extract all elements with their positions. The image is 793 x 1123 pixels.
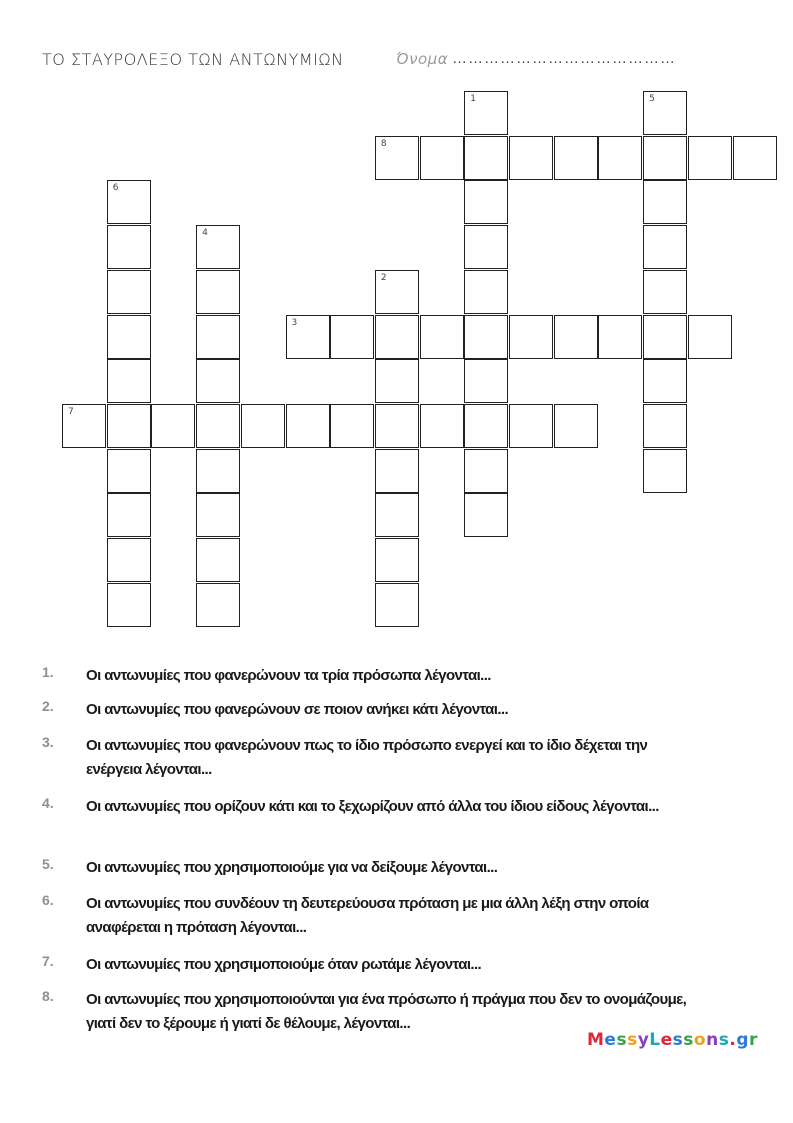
crossword-cell[interactable]: [375, 449, 419, 493]
crossword-cell[interactable]: [196, 449, 240, 493]
clue-number: 3.: [42, 734, 54, 750]
crossword-cell[interactable]: [643, 136, 687, 180]
crossword-cell[interactable]: [643, 270, 687, 314]
crossword-cell[interactable]: [464, 359, 508, 403]
clue-number-marker: 7: [68, 406, 74, 417]
crossword-cell[interactable]: [688, 136, 732, 180]
clue-text: Οι αντωνυμίες που χρησιμοποιούμε όταν ρωτάμε λέγονται...: [86, 956, 482, 973]
crossword-cell[interactable]: [464, 449, 508, 493]
crossword-cell[interactable]: [420, 136, 464, 180]
crossword-cell[interactable]: [464, 136, 508, 180]
crossword-cell[interactable]: [107, 538, 151, 582]
crossword-cell[interactable]: [196, 315, 240, 359]
clue-number: 2.: [42, 698, 54, 714]
crossword-cell[interactable]: [107, 315, 151, 359]
crossword-cell[interactable]: [464, 404, 508, 448]
crossword-cell[interactable]: [375, 270, 419, 314]
crossword-cell[interactable]: [643, 225, 687, 269]
clue-number: 6.: [42, 892, 54, 908]
crossword-cell[interactable]: [554, 404, 598, 448]
clue-text: Οι αντωνυμίες που ορίζουν κάτι και το ξεχωρίζουν από άλλα του ίδιου είδους λέγονται...: [86, 798, 659, 815]
crossword-cell[interactable]: [598, 136, 642, 180]
crossword-cell[interactable]: [688, 315, 732, 359]
crossword-cell[interactable]: [420, 404, 464, 448]
crossword-cell[interactable]: [241, 404, 285, 448]
crossword-cell[interactable]: [151, 404, 195, 448]
clue-text: Οι αντωνυμίες που φανερώνουν σε ποιον ανήκει κάτι λέγονται...: [86, 701, 509, 718]
clue-number: 8.: [42, 988, 54, 1004]
crossword-cell[interactable]: [464, 270, 508, 314]
crossword-cell[interactable]: [464, 91, 508, 135]
crossword-cell[interactable]: [375, 136, 419, 180]
crossword-cell[interactable]: [464, 493, 508, 537]
crossword-cell[interactable]: [643, 315, 687, 359]
crossword-cell[interactable]: [196, 404, 240, 448]
crossword-cell[interactable]: [196, 359, 240, 403]
messylessons-logo: MessyLessons.gr: [587, 1030, 758, 1050]
crossword-cell[interactable]: [554, 136, 598, 180]
crossword-cell[interactable]: [733, 136, 777, 180]
crossword-cell[interactable]: [375, 493, 419, 537]
crossword-cell[interactable]: [375, 359, 419, 403]
crossword-cell[interactable]: [286, 404, 330, 448]
clue-text: Οι αντωνυμίες που συνδέουν τη δευτερεύουσα πρόταση με μια άλλη λέξη στην οποία αναφέρεται η πρόταση λέγονται...: [86, 895, 649, 936]
clue-number: 4.: [42, 795, 54, 811]
clue-number: 5.: [42, 856, 54, 872]
crossword-cell[interactable]: [196, 538, 240, 582]
clue-text: Οι αντωνυμίες που φανερώνουν τα τρία πρόσωπα λέγονται...: [86, 667, 491, 684]
crossword-cell[interactable]: [286, 315, 330, 359]
clue-number: 7.: [42, 953, 54, 969]
crossword-cell[interactable]: [107, 404, 151, 448]
crossword-cell[interactable]: [554, 315, 598, 359]
crossword-cell[interactable]: [598, 315, 642, 359]
clue-text: Οι αντωνυμίες που φανερώνουν πως το ίδιο πρόσωπο ενεργεί και το ίδιο δέχεται την ενέργεια λέγονται...: [86, 737, 648, 778]
crossword-cell[interactable]: [420, 315, 464, 359]
clue-text: Οι αντωνυμίες που χρησιμοποιούνται για ένα πρόσωπο ή πράγμα που δεν το ονομάζουμε, γιατί δεν το ξέρουμε ή γιατί δε θέλουμε, λέγονται...: [86, 991, 687, 1032]
crossword-cell[interactable]: [196, 583, 240, 627]
name-blank: ……………………………………: [452, 50, 676, 67]
crossword-cell[interactable]: [643, 449, 687, 493]
name-label: Όνομα: [396, 50, 449, 68]
crossword-cell[interactable]: [107, 493, 151, 537]
crossword-cell[interactable]: [196, 225, 240, 269]
crossword-cell[interactable]: [107, 225, 151, 269]
crossword-cell[interactable]: [464, 180, 508, 224]
crossword-cell[interactable]: [509, 136, 553, 180]
crossword-cell[interactable]: [375, 315, 419, 359]
crossword-cell[interactable]: [375, 538, 419, 582]
clue-number-marker: 5: [649, 94, 655, 104]
crossword-cell[interactable]: [107, 449, 151, 493]
worksheet-title: ΤΟ ΣΤΑΥΡΟΛΕΞΟ ΤΩΝ ΑΝΤΩΝΥΜΙΩΝ: [42, 50, 344, 69]
crossword-cell[interactable]: [107, 359, 151, 403]
clue-number-marker: 4: [202, 228, 208, 239]
crossword-cell[interactable]: [643, 359, 687, 403]
crossword-cell[interactable]: [62, 404, 106, 448]
crossword-cell[interactable]: [375, 583, 419, 627]
crossword-cell[interactable]: [643, 404, 687, 448]
crossword-cell[interactable]: [330, 315, 374, 359]
crossword-cell[interactable]: [643, 91, 687, 135]
clue-number-marker: 2: [380, 272, 387, 283]
crossword-cell[interactable]: [509, 404, 553, 448]
crossword-cell[interactable]: [196, 270, 240, 314]
crossword-cell[interactable]: [509, 315, 553, 359]
crossword-cell[interactable]: [464, 315, 508, 359]
crossword-cell[interactable]: [464, 225, 508, 269]
crossword-cell[interactable]: [196, 493, 240, 537]
crossword-cell[interactable]: [375, 404, 419, 448]
crossword-cell[interactable]: [107, 583, 151, 627]
clue-text: Οι αντωνυμίες που χρησιμοποιούμε για να δείξουμε λέγονται...: [86, 859, 498, 876]
clue-number-marker: 6: [112, 183, 119, 194]
crossword-cell[interactable]: [330, 404, 374, 448]
crossword-cell[interactable]: [643, 180, 687, 224]
clue-number-marker: 8: [380, 138, 387, 149]
crossword-cell[interactable]: [107, 270, 151, 314]
clue-number: 1.: [42, 664, 54, 680]
crossword-cell[interactable]: [107, 180, 151, 224]
clue-number-marker: 3: [291, 317, 298, 328]
clue-number-marker: 1: [470, 94, 477, 104]
